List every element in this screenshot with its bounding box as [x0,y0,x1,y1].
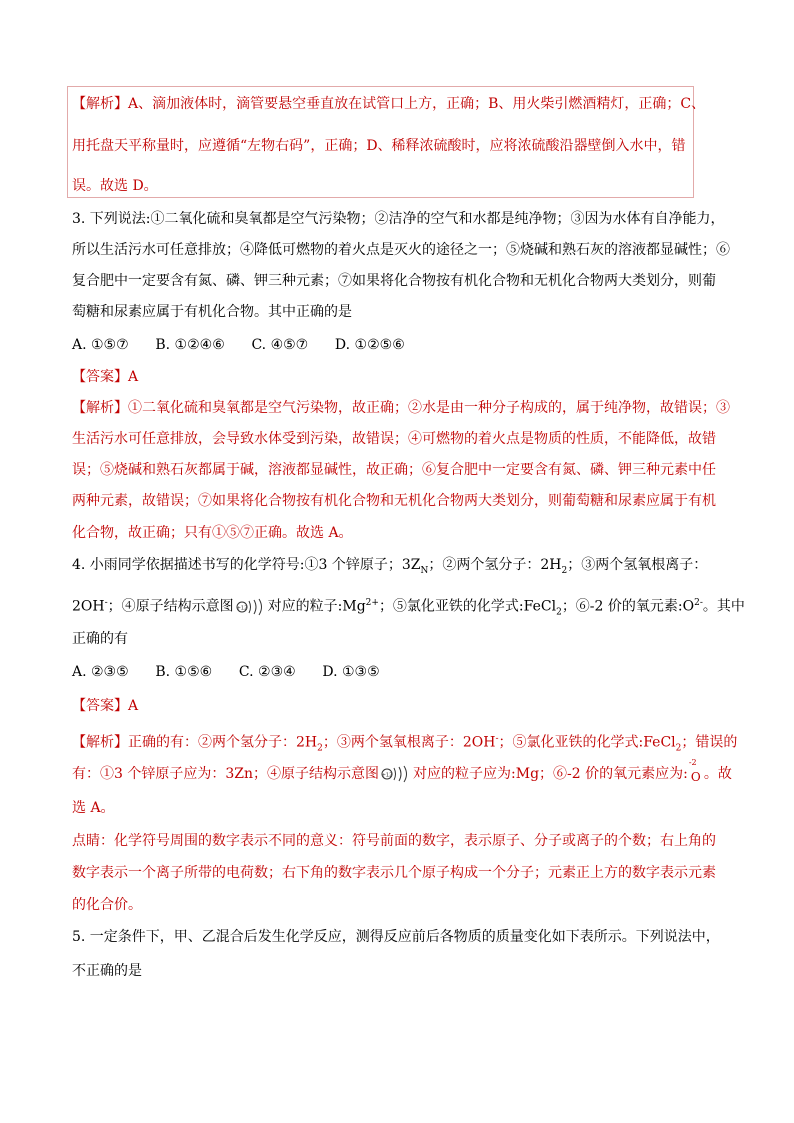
q4-options: A. ②③⑤ B. ①⑤⑥ C. ②③④ D. ①③⑤ [72,664,380,680]
q4-line-2: 2OH-；④原子结构示意图 +12 对应的粒子$:Mg^{2+}$；⑤氯化亚铁的化学式:FeCl$_2$；⑥-2 价的氧元素$:O^{2-}$。其中 [72,598,745,618]
box-line-1: 【解析】A、滴加液体时，滴管要悬空垂直放在试管口上方，正确；B、用火柴引燃酒精灯，正确；C、 [72,96,706,112]
atom-structure-diagram [236,598,266,616]
q3-line-1: 3. 下列说法:①二氧化硫和臭氧都是空气污染物；②洁净的空气和水都是纯净物；③因为水体有自净能力， [72,211,725,227]
q3-analysis-2: 生活污水可任意排放，会导致水体受到污染，故错误；④可燃物的着火点是物质的性质，不能降低，故错 [72,431,716,447]
q4-note-2: 数字表示一个离子所带的电荷数；右下角的数字表示几个原子构成一个分子；元素正上方的数字表示元素 [72,865,716,881]
q3-line-2: 所以生活污水可任意排放；④降低可燃物的着火点是灭火的途径之一；⑤烧碱和熟石灰的溶液都显碱性；⑥ [72,242,730,258]
q3-options: A. ①⑤⑦ B. ①②④⑥ C. ④⑤⑦ D. ①②⑤⑥ [72,337,405,353]
box-line-3: 误。故选 D。 [72,178,158,194]
q4-answer: 【答案】A [72,698,139,714]
atom-structure-diagram-2 [381,765,411,783]
q3-answer: 【答案】A [72,369,139,385]
q3-analysis-3: 误；⑤烧碱和熟石灰都属于碱，溶液都显碱性，故正确；⑥复合肥中一定要含有氮、磷、钾三种元素中任 [72,462,716,478]
q4-analysis-1: 【解析】正确的有：②两个氢分子：$2H_2$；③两个氢氧根离子：2OH-；⑤氯化亚铁的化学式:FeCl$_2$；错误的 [72,734,738,754]
oxidation-state-notation: -2 O [688,758,701,784]
q3-analysis-5: 化合物，故正确；只有①⑤⑦正确。故选 A。 [72,525,353,541]
box-line-2: 用托盘天平称量时，应遵循“左物右码”，正确；D、稀释浓硫酸时，应将浓硫酸沿器壁倒入水中，错 [72,138,686,154]
q4-analysis-3: 选 A。 [72,800,115,816]
q3-line-4: 萄糖和尿素应属于有机化合物。其中正确的是 [72,304,352,320]
q5-line-2: 不正确的是 [72,963,142,979]
svg-text:+12: +12 [236,605,247,612]
svg-text:+12: +12 [381,772,393,779]
q4-analysis-2: 有：①3 个锌原子应为：3Zn；④原子结构示意图 +12 对应的粒子应为:Mg；⑥-2 价的氧元素应为: -2 O 。故 [72,758,732,784]
q4-note-1: 点睛：化学符号周围的数字表示不同的意义：符号前面的数字，表示原子、分子或离子的个数；右上角的 [72,833,716,849]
q4-note-3: 的化合价。 [72,897,142,913]
q3-analysis-4: 两种元素，故错误；⑦如果将化合物按有机化合物和无机化合物两大类划分，则葡萄糖和尿素应属于有机 [72,493,716,509]
q3-line-3: 复合肥中一定要含有氮、磷、钾三种元素；⑦如果将化合物按有机化合物和无机化合物两大类划分，则葡 [72,273,716,289]
q3-analysis-1: 【解析】①二氧化硫和臭氧都是空气污染物，故正确；②水是由一种分子构成的，属于纯净物，故错误；③ [72,400,730,416]
q5-line-1: 5. 一定条件下，甲、乙混合后发生化学反应，测得反应前后各物质的质量变化如下表所示。下列说法中， [72,929,720,945]
q4-line-3: 正确的有 [72,631,128,647]
q4-line-1: 4. 小雨同学依据描述书写的化学符号:①3 个锌原子；$3Z_N$；②两个氢分子：$2H_2$；③两个氢氧根离子： [72,557,708,576]
